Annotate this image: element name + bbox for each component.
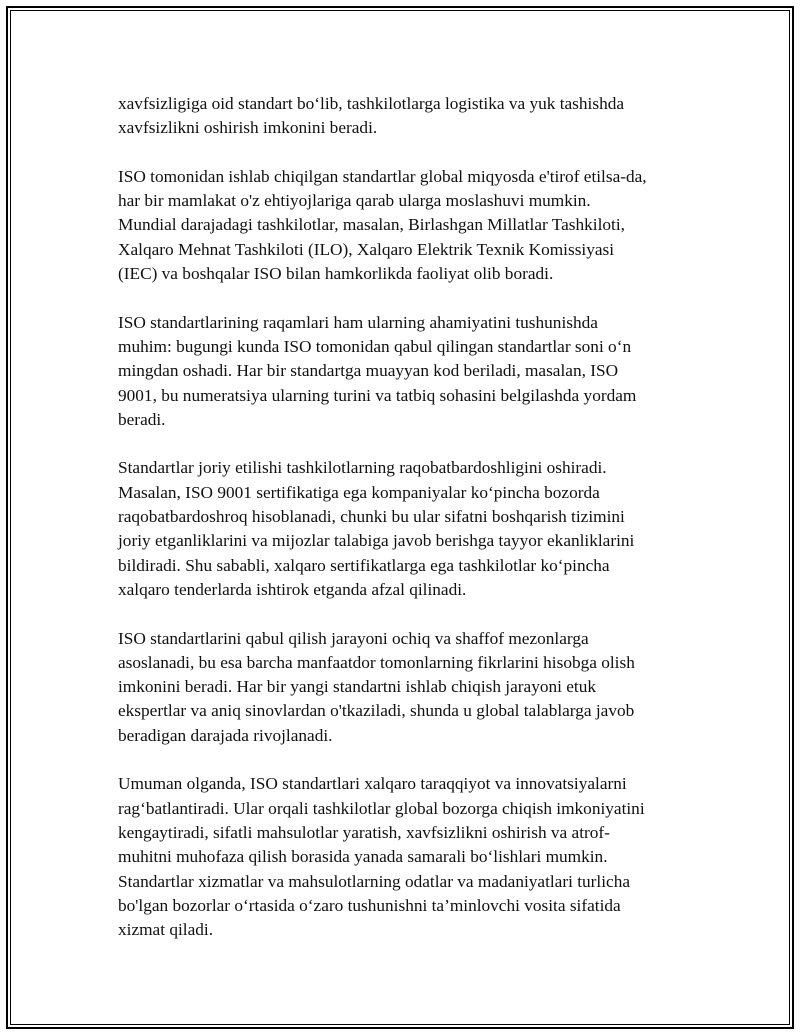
text-line: rag‘batlantiradi. Ular orqali tashkilotlar global bozorga chiqish imkoniyatini [118, 798, 645, 818]
text-line: imkonini beradi. Har bir yangi standartni ishlab chiqish jarayoni etuk [118, 677, 597, 697]
text-line: ISO tomonidan ishlab chiqilgan standartlar global miqyosda e'tirof etilsa-da, [118, 166, 647, 186]
text-line: 9001, bu numeratsiya ularning turini va tatbiq sohasini belgilashda yordam [118, 385, 637, 405]
text-line: har bir mamlakat o'z ehtiyojlariga qarab ularga moslashuvi mumkin. [118, 191, 591, 211]
paragraph [118, 456, 698, 602]
text-line: xavfsizligiga oid standart bo‘lib, tashkilotlarga logistika va yuk tashishda [118, 94, 625, 113]
text-line: raqobatbardoshroq hisoblanadi, chunki bu ular sifatni boshqarish tizimini [118, 507, 625, 527]
document-body [118, 92, 698, 967]
text-line: ISO standartlarini qabul qilish jarayoni ochiq va shaffof mezonlarga [118, 628, 589, 648]
paragraph [118, 772, 698, 942]
text-line: bildiradi. Shu sababli, xalqaro sertifikatlarga ega tashkilotlar ko‘pincha [118, 555, 610, 575]
paragraph [118, 165, 698, 286]
text-line: ekspertlar va aniq sinovlardan o'tkaziladi, shunda u global talablarga javob [118, 701, 635, 721]
text-line: muhitni muhofaza qilish borasida yanada samarali bo‘lishlari mumkin. [118, 847, 608, 867]
text-line: Xalqaro Mehnat Tashkiloti (ILO), Xalqaro Elektrik Texnik Komissiyasi [118, 239, 615, 259]
text-line: Masalan, ISO 9001 sertifikatiga ega kompaniyalar ko‘pincha bozorda [118, 482, 600, 502]
text-line: xalqaro tenderlarda ishtirok etganda afzal qilinadi. [118, 579, 467, 599]
paragraph [118, 311, 698, 432]
text-line: bo'lgan bozorlar o‘rtasida o‘zaro tushunishni ta’minlovchi vosita sifatida [118, 895, 621, 915]
text-line: xavfsizlikni oshirish imkonini beradi. [118, 118, 378, 138]
paragraph [118, 92, 698, 141]
text-line: beradi. [118, 409, 166, 429]
text-line: Mundial darajadagi tashkilotlar, masalan, Birlashgan Millatlar Tashkiloti, [118, 215, 625, 235]
paragraph [118, 627, 698, 748]
text-line: kengaytiradi, sifatli mahsulotlar yaratish, xavfsizlikni oshirish va atrof- [118, 822, 610, 842]
text-line: beradigan darajada rivojlanadi. [118, 725, 333, 745]
text-line: ISO standartlarining raqamlari ham ularning ahamiyatini tushunishda [118, 312, 598, 332]
text-line: muhim: bugungi kunda ISO tomonidan qabul qilingan standartlar soni o‘n [118, 336, 632, 356]
text-line: Standartlar joriy etilishi tashkilotlarning raqobatbardoshligini oshiradi. [118, 458, 607, 478]
text-line: Standartlar xizmatlar va mahsulotlarning odatlar va madaniyatlari turlicha [118, 871, 631, 891]
text-line: mingdan oshadi. Har bir standartga muayyan kod beriladi, masalan, ISO [118, 361, 619, 381]
text-line: xizmat qiladi. [118, 920, 214, 940]
text-line: joriy etganliklarini va mijozlar talabiga javob berishga tayyor ekanliklarini [118, 531, 635, 551]
text-line: Umuman olganda, ISO standartlari xalqaro taraqqiyot va innovatsiyalarni [118, 774, 627, 794]
text-line: (IEC) va boshqalar ISO bilan hamkorlikda faoliyat olib boradi. [118, 264, 554, 284]
text-line: asoslanadi, bu esa barcha manfaatdor tomonlarning fikrlarini hisobga olish [118, 652, 635, 672]
